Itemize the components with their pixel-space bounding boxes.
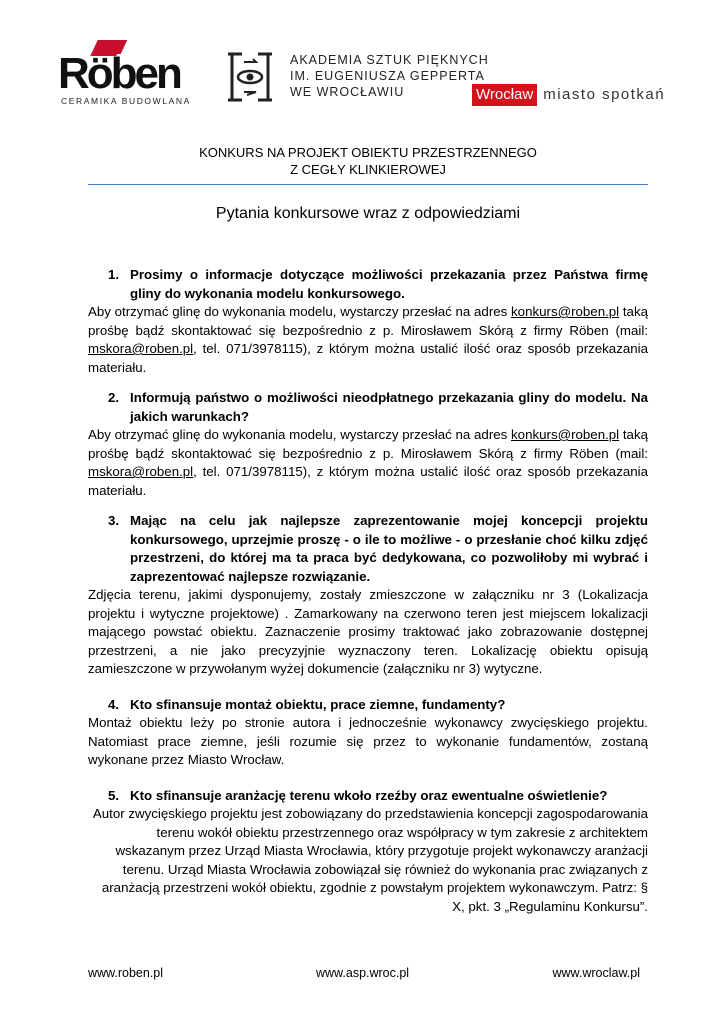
question-number: 4. [108,696,120,712]
page-title: Pytania konkursowe wraz z odpowiedziami [215,205,521,222]
header-line-2: Z CEGŁY KLINKIEROWEJ [290,162,446,177]
footer-link-roben[interactable]: www.roben.pl [88,966,164,980]
answer-2 [88,426,648,500]
question-2 [108,389,648,426]
answer-3: Zdjęcia terenu, jakimi dysponujemy, zostały zmieszczone w załączniku nr 3 (Lokalizacja projektu i wytyczne projektowe) . Zamarkowany na czerwono teren jest miejscem lokalizacji mającego powstać obiektu. Zaznaczenie prosimy traktować jako zobrazowanie dostępnej przestrzeni, a nie jako precyzyjnie wyznaczony teren. Lokalizację obiektu opisują zamieszczone w przywołanym wyżej dokumencie (załączniku nr 3) wytyczne. [88,587,648,676]
wroclaw-logo-red: Wrocław [472,84,537,106]
answer-text: taką prośbę bądź skontaktować się bezpośrednio z p. Mirosławem Skórą z firmy Röben (mail: [88,427,648,461]
asp-name [290,52,489,100]
roben-logo [58,42,196,112]
answer-text: , tel. 071/3978115), z którym można ustalić ilość oraz sposób przekazania materiału. [88,341,648,375]
header-divider [88,184,648,185]
answer-text: taką prośbę bądź skontaktować się bezpośrednio z p. Mirosławem Skórą z firmy Röben (mail: [88,304,648,338]
question-1 [108,266,648,303]
email-link-konkurs[interactable]: konkurs@roben.pl [511,427,620,442]
answer-5: Autor zwycięskiego projektu jest zobowiązany do przedstawienia koncepcji zagospodarowania terenu wokół obiektu przestrzennego oraz współpracy w tym zakresie z architektem wskazanym przez Urząd Miasta Wrocławia, który przygotuje projekt wykonawczy aranżacji terenu. Urząd Miasta Wrocławia zobowiązał się również do wykonania prac związanych z aranżacją przestrzeni wokół obiektu, zgodnie z powstałym projektem wykonawczym. Patrz: § X, pkt. 3 „Regulaminu Konkursu”. [92,806,648,914]
question-number: 5. [108,787,120,803]
question-text: Informują państwo o możliwości nieodpłatnego przekazania gliny do modelu. Na jakich warunkach? [130,390,648,424]
question-5 [108,787,648,806]
asp-line-2: IM. EUGENIUSZA GEPPERTA [290,69,485,83]
question-4 [108,696,648,715]
question-3 [108,512,648,586]
qa-list [88,266,648,916]
wroclaw-logo [472,84,665,106]
logo-bar [0,0,725,125]
footer-link-wroclaw[interactable]: www.wroclaw.pl [552,966,640,980]
header-line-1: KONKURS NA PROJEKT OBIEKTU PRZESTRZENNEGO [199,145,537,160]
question-text: Prosimy o informacje dotyczące możliwości przekazania przez Państwa firmę gliny do wykonania modelu konkursowego. [130,267,648,301]
answer-4: Montaż obiektu leży po stronie autora i jednocześnie wykonawcy zwycięskiego projektu. Natomiast prace ziemne, jeśli rozumie się przez to wykonanie fundamentów, zostaną wykonane przez Miasto Wrocław. [88,715,648,767]
asp-emblem-icon [226,50,274,104]
asp-line-3: WE WROCŁAWIU [290,85,405,99]
question-number: 1. [108,267,120,282]
question-text: Kto sfinansuje aranżację terenu wkoło rzeźby oraz ewentualne oświetlenie? [130,787,608,803]
competition-header [88,144,648,178]
answer-text: , tel. 071/3978115), z którym można ustalić ilość oraz sposób przekazania materiału. [88,464,648,498]
answer-1 [88,303,648,377]
asp-line-1: AKADEMIA SZTUK PIĘKNYCH [290,53,489,67]
question-text: Kto sfinansuje montaż obiektu, prace ziemne, fundamenty? [130,696,506,712]
email-link-mskora[interactable]: mskora@roben.pl [88,464,194,479]
question-number: 3. [108,513,120,528]
email-link-konkurs[interactable]: konkurs@roben.pl [511,304,620,319]
roben-subtitle: CERAMIKA BUDOWLANA [61,96,191,106]
wroclaw-logo-slogan: miasto spotkań [543,86,666,103]
answer-text: Aby otrzymać glinę do wykonania modelu, wystarczy przesłać na adres [88,304,512,319]
footer-link-asp[interactable]: www.asp.wroc.pl [316,966,410,980]
email-link-mskora[interactable]: mskora@roben.pl [88,341,194,356]
roben-wordmark: Röben [58,49,180,98]
question-text: Mając na celu jak najlepsze zaprezentowanie mojej koncepcji projektu konkursowego, uprzejmie proszę - o ile to możliwe - o przesłanie choć kilku zdjęć przestrzeni, do której ma ta praca być dedykowana, co pozwoliłoby mi wybrać i zaprezentować najlepsze rozwiązanie. [130,513,648,584]
answer-text: Aby otrzymać glinę do wykonania modelu, wystarczy przesłać na adres [88,427,512,442]
question-number: 2. [108,390,120,405]
